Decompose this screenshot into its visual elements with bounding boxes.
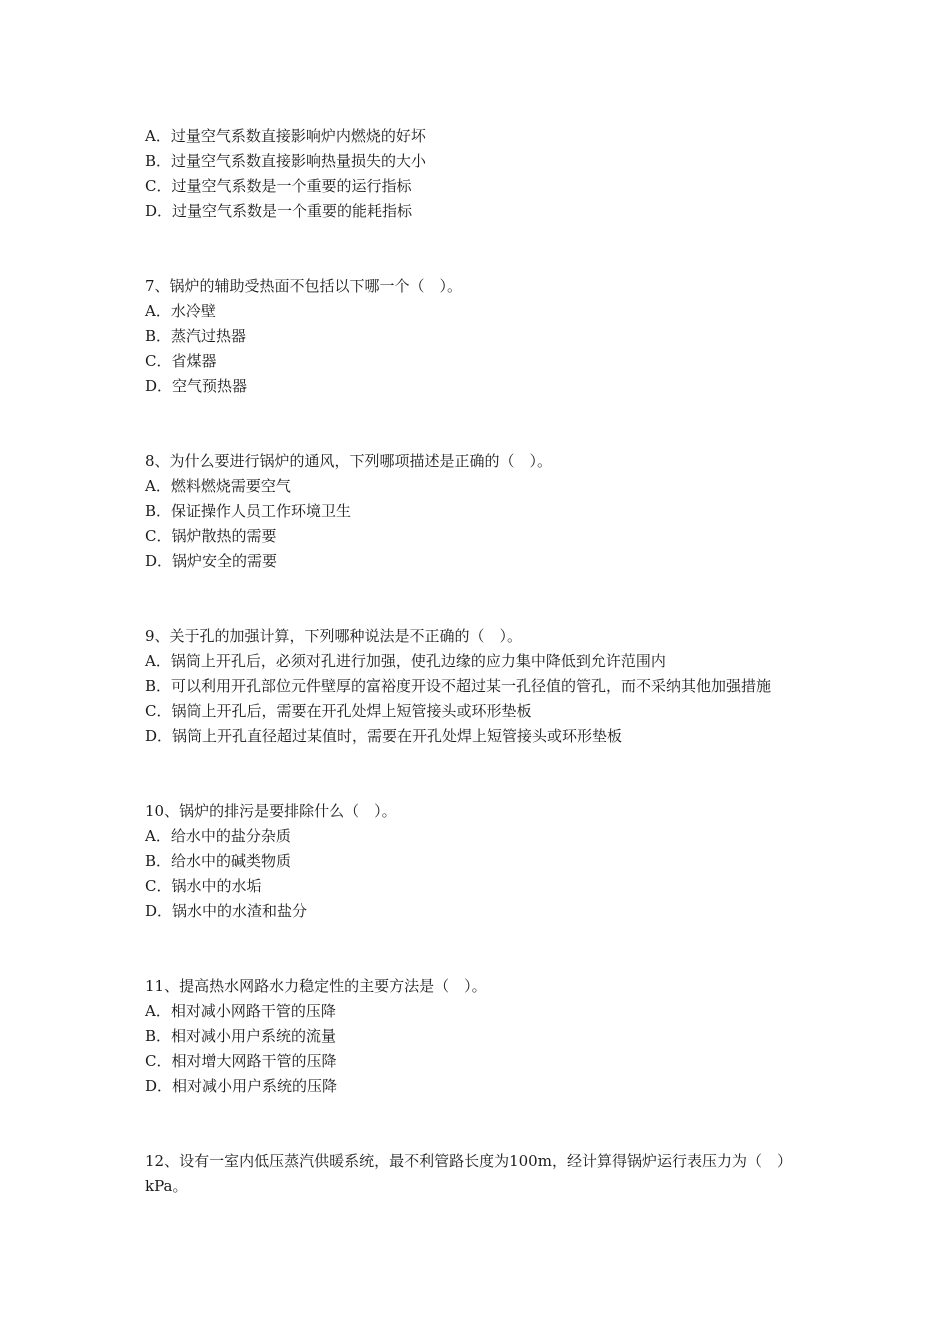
option-a: A．水冷壁 (145, 302, 216, 320)
option-b: B．可以利用开孔部位元件壁厚的富裕度开设不超过某一孔径值的管孔，而不采纳其他加强措施 (145, 677, 772, 695)
question-stem: 7、锅炉的辅助受热面不包括以下哪一个（ ）。 (145, 277, 463, 295)
option-a: A．燃料燃烧需要空气 (145, 477, 291, 495)
option-c: C．锅水中的水垢 (145, 877, 262, 895)
option-b: B．相对减小用户系统的流量 (145, 1027, 337, 1045)
question-stem: 11、提高热水网路水力稳定性的主要方法是（ ）。 (145, 977, 487, 995)
option-d: D．过量空气系数是一个重要的能耗指标 (145, 202, 413, 220)
question-12 (145, 1149, 815, 1199)
question-spacer (145, 399, 815, 449)
option-d: D．相对减小用户系统的压降 (145, 1077, 338, 1095)
question-7 (145, 274, 815, 399)
option-b: B．给水中的碱类物质 (145, 852, 292, 870)
option-a: A．过量空气系数直接影响炉内燃烧的好坏 (145, 127, 426, 145)
question-11 (145, 974, 815, 1099)
question-spacer (145, 749, 815, 799)
question-spacer (145, 574, 815, 624)
question-6-options (145, 124, 815, 224)
option-a: A．锅筒上开孔后，必须对孔进行加强，使孔边缘的应力集中降低到允许范围内 (145, 652, 666, 670)
question-8 (145, 449, 815, 574)
question-spacer (145, 924, 815, 974)
option-d: D．锅炉安全的需要 (145, 552, 278, 570)
option-b: B．保证操作人员工作环境卫生 (145, 502, 352, 520)
option-a: A．给水中的盐分杂质 (145, 827, 291, 845)
option-d: D．锅水中的水渣和盐分 (145, 902, 308, 920)
question-stem: 10、锅炉的排污是要排除什么（ ）。 (145, 802, 397, 820)
question-stem: 12、设有一室内低压蒸汽供暖系统，最不利管路长度为100m，经计算得锅炉运行表压力为（ ）kPa。 (145, 1152, 792, 1195)
option-c: C．相对增大网路干管的压降 (145, 1052, 337, 1070)
question-stem: 9、关于孔的加强计算，下列哪种说法是不正确的（ ）。 (145, 627, 523, 645)
option-c: C．省煤器 (145, 352, 217, 370)
option-b: B．过量空气系数直接影响热量损失的大小 (145, 152, 427, 170)
option-a: A．相对减小网路干管的压降 (145, 1002, 336, 1020)
option-b: B．蒸汽过热器 (145, 327, 247, 345)
option-d: D．空气预热器 (145, 377, 248, 395)
option-c: C．锅炉散热的需要 (145, 527, 277, 545)
option-c: C．锅筒上开孔后，需要在开孔处焊上短管接头或环形垫板 (145, 702, 532, 720)
option-d: D．锅筒上开孔直径超过某值时，需要在开孔处焊上短管接头或环形垫板 (145, 727, 623, 745)
question-list (145, 124, 815, 1199)
question-spacer (145, 224, 815, 274)
question-stem: 8、为什么要进行锅炉的通风，下列哪项描述是正确的（ ）。 (145, 452, 553, 470)
question-10 (145, 799, 815, 924)
question-spacer (145, 1099, 815, 1149)
option-c: C．过量空气系数是一个重要的运行指标 (145, 177, 412, 195)
question-9 (145, 624, 815, 749)
